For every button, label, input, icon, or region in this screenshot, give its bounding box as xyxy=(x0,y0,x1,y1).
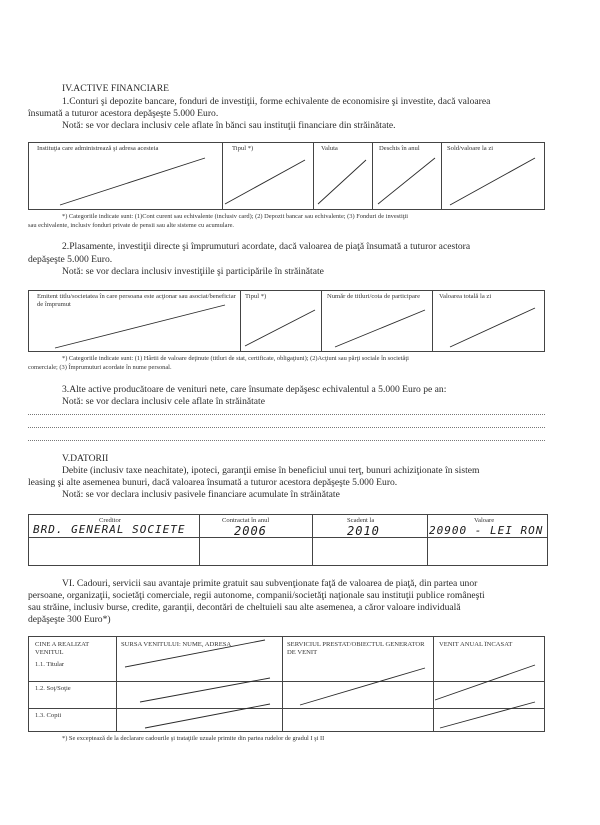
section-vi-line1: VI. Cadouri, servicii sau avantaje primite gratuit sau subvenţionate faţă de valoarea de piaţă, din partea unor xyxy=(62,578,478,589)
table1-header-currency: Valuta xyxy=(321,145,338,152)
section-iv-p3-line1: 3.Alte active producătoare de venituri nete, care însumate depăşesc echivalentul a 5.000 Euro pe an: xyxy=(62,384,447,395)
debt-due-value: 2010 xyxy=(347,524,380,538)
table3-header-due: Scadent la xyxy=(347,517,375,524)
table1-footnote-line1: *) Categoriile indicate sunt: (1)Cont curent sau echivalente (inclusiv card); (2) Depozit bancar sau echivalente; (3) Fonduri de investiţii xyxy=(62,213,409,220)
section-iv-title: IV.ACTIVE FINANCIARE xyxy=(62,83,169,94)
section-iv-p3-note: Notă: se vor declara inclusiv cele aflate în străinătate xyxy=(62,396,265,407)
section-vi-line2: persoane, organizaţii, societăţi comerciale, regii autonome, companii/societăţi naţionale sau instituţii publice româneşti xyxy=(28,590,485,601)
table4-footnote: *) Se exceptează de la declarare cadourile şi trataţiile uzuale primite din partea rudelor de gradul I şi II xyxy=(62,735,325,742)
section-v-line2: leasing şi alte asemenea bunuri, dacă valoarea însumată a tuturor acestora depăşeşte 5.000 Euro. xyxy=(28,477,398,488)
table3-header-value: Valoare xyxy=(474,517,495,524)
debt-amount-value: 20900 - LEI RON xyxy=(429,524,544,537)
section-iv-p1-note: Notă: se vor declara inclusiv cele aflate în bănci sau instituţii financiare din străinătate. xyxy=(62,120,396,131)
section-v-line1: Debite (inclusiv taxe neachitate), ipoteci, garanţii emise în beneficiul unui terţ, bunuri achiziţionate în sistem xyxy=(62,465,480,476)
table4-header-service: SERVICIUL PRESTAT/OBIECTUL GENERATOR DE VENIT xyxy=(287,641,425,656)
table4-row-spouse: 1.2. Soţ/Soţie xyxy=(35,685,71,692)
table4-header-income: VENIT ANUAL ÎNCASAT xyxy=(439,641,513,648)
section-iv-p1-line1: 1.Conturi şi depozite bancare, fonduri de investiţii, forme echivalente de economisire şi investite, dacă valoarea xyxy=(62,96,491,107)
debt-creditor-value: BRD. GENERAL SOCIETE xyxy=(33,523,186,536)
section-vi-line4: depăşeşte 300 Euro*) xyxy=(28,614,111,625)
section-iv-p1-line2: însumată a tuturor acestora depăşeşte 5.000 Euro. xyxy=(28,108,219,119)
section-v-title: V.DATORII xyxy=(62,453,109,464)
table2-header-total: Valoarea totală la zi xyxy=(439,293,492,300)
table2-header-type: Tipul *) xyxy=(245,293,267,300)
debt-year-value: 2006 xyxy=(234,524,267,538)
blank-line-3 xyxy=(28,440,545,441)
table1-header-opened: Deschis în anul xyxy=(379,145,420,152)
table2-footnote-line1: *) Categoriile indicate sunt: (1) Hârtii de valoare deţinute (titluri de stat, certificate, obligaţiuni); (2)Acţiuni sau părţi sociale în societăţi xyxy=(62,355,409,362)
section-iv-p2-line1: 2.Plasamente, investiţii directe şi împrumuturi acordate, dacă valoarea de piaţă însumată a tuturor acestora xyxy=(62,241,471,252)
table1-footnote-line2: sau echivalente, inclusiv fonduri private de pensii sau alte sisteme cu acumulare. xyxy=(28,222,235,229)
investments-table xyxy=(28,290,545,352)
table2-footnote-line2: comerciale; (3) Împrumuturi acordate în nume personal. xyxy=(28,364,172,371)
table3-header-year: Contractat în anul xyxy=(222,517,270,524)
blank-line-2 xyxy=(28,427,545,428)
section-v-note: Notă: se vor declara inclusiv pasivele financiare acumulate în străinătate xyxy=(62,489,340,500)
table4-header-source: SURSA VENITULUI: NUME, ADRESA xyxy=(121,641,232,648)
table1-header-type: Tipul *) xyxy=(232,145,254,152)
bank-accounts-table xyxy=(28,142,545,210)
table1-header-institution: Instituţia care administrează şi adresa acesteia xyxy=(37,145,159,152)
section-vi-line3: sau străine, inclusiv burse, credite, garanţii, decontări de cheltuieli sau alte asemenea, a căror valoare individuală xyxy=(28,602,461,613)
debts-table xyxy=(28,514,548,566)
table4-header-who: CINE A REALIZAT VENITUL xyxy=(35,641,90,656)
table4-row-children: 1.3. Copii xyxy=(35,712,62,719)
gifts-table xyxy=(28,636,545,732)
table2-header-issuer: Emitent titlu/societatea în care persoana este acţionar sau asociat/beneficiar de împrumut xyxy=(37,293,236,308)
table1-header-balance: Sold/valoare la zi xyxy=(447,145,494,152)
table3-header-creditor: Creditor xyxy=(99,517,121,524)
table2-header-shares: Număr de titluri/cota de participare xyxy=(327,293,421,300)
table4-row-holder: 1.1. Titular xyxy=(35,661,65,668)
section-iv-p2-line2: depăşeşte 5.000 Euro. xyxy=(28,254,113,265)
section-iv-p2-note: Notă: se vor declara inclusiv investiţiile şi participările în străinătate xyxy=(62,266,324,277)
blank-line-1 xyxy=(28,414,545,415)
